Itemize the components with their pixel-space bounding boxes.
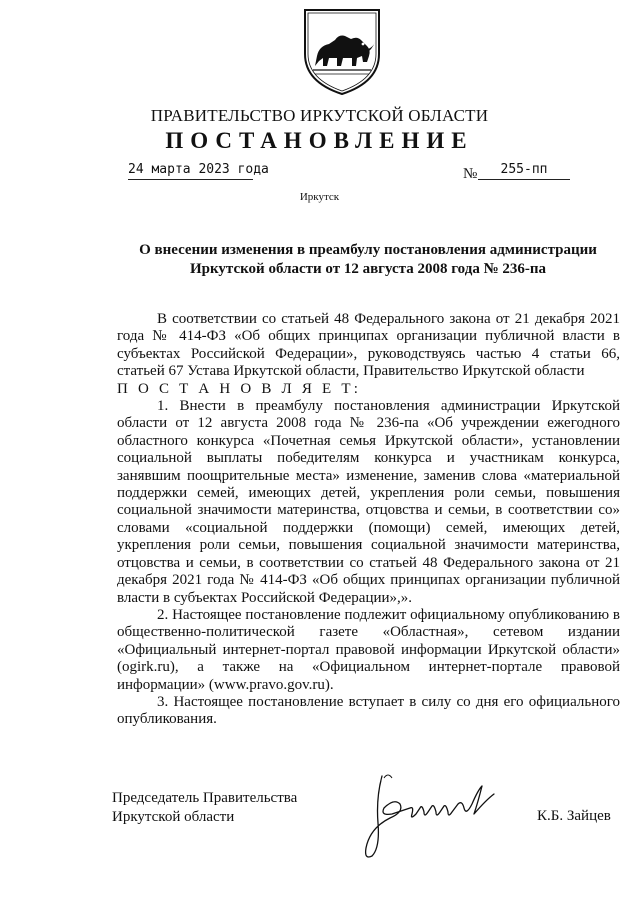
signatory-position-line-1: Председатель Правительства — [112, 790, 298, 806]
item-3-paragraph: 3. Настоящее постановление вступает в силу со дня его официального опубликования. — [117, 693, 620, 728]
irkutsk-coat-of-arms-icon — [299, 6, 385, 96]
decree-subject — [118, 241, 618, 279]
subject-line-1: О внесении изменения в преамбулу постановления администрации — [139, 242, 597, 258]
decree-body — [117, 311, 620, 729]
decree-title: ПОСТАНОВЛЕНИЕ — [165, 128, 474, 153]
item-2-paragraph: 2. Настоящее постановление подлежит официальному опубликованию в общественно-политической газете «Областная», сетевом издании «Официальный интернет-портал правовой информации Иркутской области» (ogirk.ru), а также на «Официальном интернет-портале правовой информации» (www.pravo.gov.ru). — [117, 606, 620, 693]
handwritten-signature-icon — [354, 768, 504, 863]
city-label: Иркутск — [299, 191, 340, 203]
item-1-paragraph: 1. Внести в преамбулу постановления администрации Иркутской области от 12 августа 2008 года № 236-па «Об учреждении ежегодного областного конкурса «Почетная семья Иркутской области», установлении социальной выплаты победителям конкурса и участникам конкурса, занявшим поощрительные места» изменение, заменив слова «материальной поддержки семей, имеющих детей, укрепления роли семьи, повышения социальной значимости материнства, отцовства и семьи, в соответствии со» словами «социальной поддержки (помощи) семей, имеющих детей, укрепления роли семьи, повышения социальной значимости материнства, отцовства и семьи, в соответствии со статьей 48 Федерального закона от 21 декабря 2021 года № 414-ФЗ «Об общих принципах организации публичной власти в субъектах Российской Федерации»,». — [117, 398, 620, 606]
signatory-position — [112, 789, 297, 827]
government-title: ПРАВИТЕЛЬСТВО ИРКУТСКОЙ ОБЛАСТИ — [150, 106, 489, 125]
subject-line-2: Иркутской области от 12 августа 2008 года № 236-па — [189, 261, 547, 277]
preamble-paragraph: В соответствии со статьей 48 Федерального закона от 21 декабря 2021 года № 414-ФЗ «Об общих принципах организации публичной власти в субъектах Российской Федерации», руководствуясь частью 4 статьи 66, статьей 67 Устава Иркутской области, Правительство Иркутской области — [117, 311, 620, 380]
number-sign: № — [463, 166, 478, 182]
signatory-position-line-2: Иркутской области — [112, 809, 235, 825]
decree-date: 24 марта 2023 года — [128, 162, 253, 180]
decree-number: 255-пп — [478, 162, 570, 180]
resolves-heading: П О С Т А Н О В Л Я Е Т: — [117, 380, 362, 397]
signatory-name: К.Б. Зайцев — [537, 808, 611, 824]
